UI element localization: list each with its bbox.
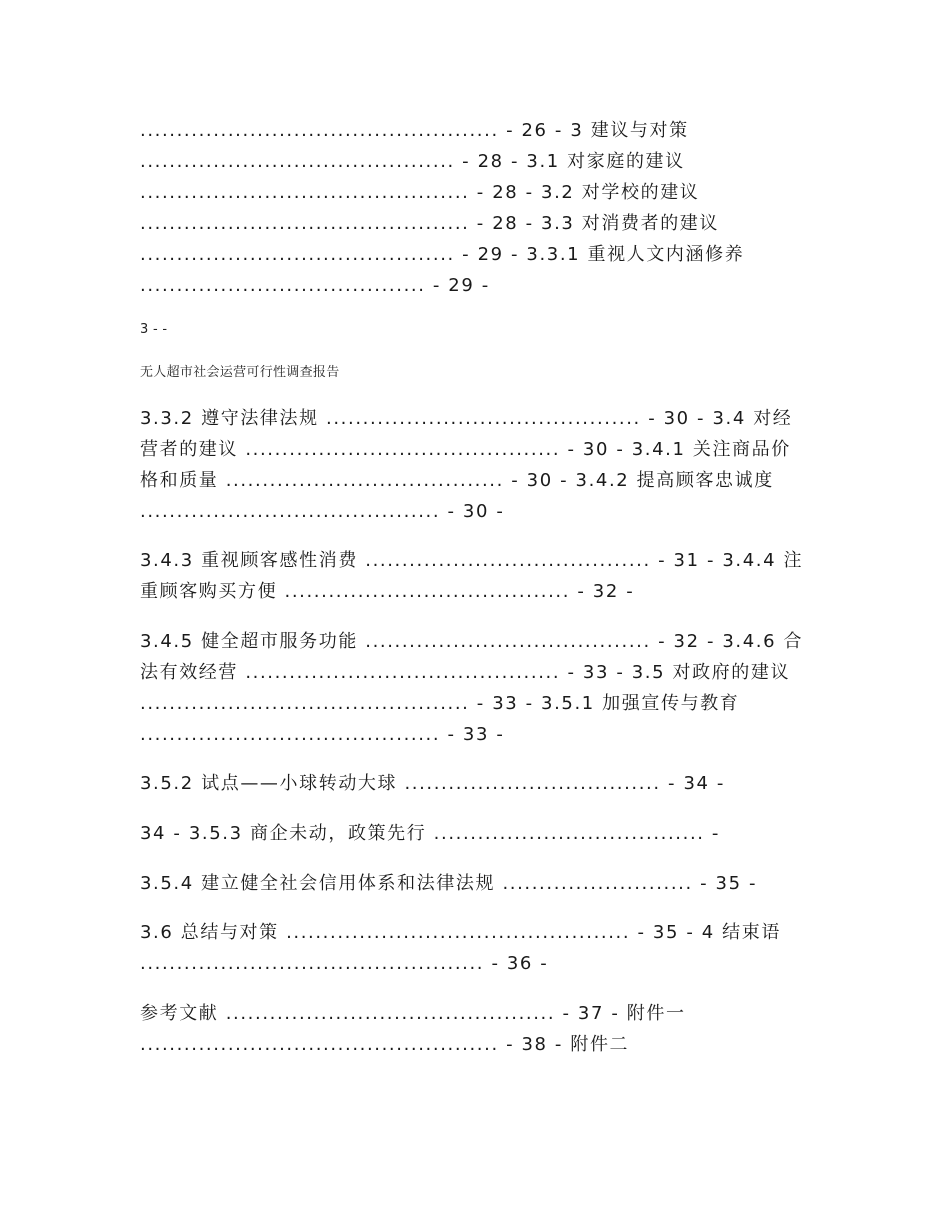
toc-line: 重顾客购买方便 ....................................... - 32 - (140, 581, 635, 602)
toc-line: ........................................... - 28 - 3.1 对家庭的建议 (140, 151, 685, 172)
toc-line: ................................................. - 38 - 附件二 (140, 1034, 630, 1055)
toc-line: 3.5.2 试点——小球转动大球 ................................... - 34 - (140, 773, 725, 794)
toc-line: ............................................. - 28 - 3.3 对消费者的建议 (140, 213, 720, 234)
toc-line: 格和质量 ...................................... - 30 - 3.4.2 提高顾客忠诚度 (140, 470, 774, 491)
toc-line: 34 - 3.5.3 商企未动，政策先行 ..................................... - (140, 823, 721, 844)
toc-line: ......................................... - 30 - (140, 501, 505, 522)
toc-line: ......................................... - 33 - (140, 724, 505, 745)
page-number: 3 - - (140, 322, 168, 337)
toc-line: 3.3.2 遵守法律法规 ........................................... - 30 - 3.4 对经 (140, 408, 793, 429)
toc-line: 3.4.3 重视顾客感性消费 ....................................... - 31 - 3.4.4 注 (140, 550, 804, 571)
toc-line: 营者的建议 ........................................... - 30 - 3.4.1 关注商品价 (140, 439, 791, 460)
running-header: 无人超市社会运营可行性调查报告 (140, 365, 340, 380)
toc-line: 法有效经营 ........................................... - 33 - 3.5 对政府的建议 (140, 662, 791, 683)
toc-line: ............................................. - 33 - 3.5.1 加强宣传与教育 (140, 693, 740, 714)
toc-line: ............................................. - 28 - 3.2 对学校的建议 (140, 182, 700, 203)
toc-line: 参考文献 ............................................. - 37 - 附件一 (140, 1003, 686, 1024)
toc-line: ................................................. - 26 - 3 建议与对策 (140, 120, 689, 141)
toc-line: 3.4.5 健全超市服务功能 ....................................... - 32 - 3.4.6 合 (140, 631, 804, 652)
toc-line: ............................................... - 36 - (140, 953, 549, 974)
toc-line: 3.5.4 建立健全社会信用体系和法律法规 .......................... - 35 - (140, 873, 758, 894)
toc-line: ........................................... - 29 - 3.3.1 重视人文内涵修养 (140, 244, 745, 265)
toc-line: 3.6 总结与对策 ............................................... - 35 - 4 结束语 (140, 922, 781, 943)
toc-line: ....................................... - 29 - (140, 275, 490, 296)
